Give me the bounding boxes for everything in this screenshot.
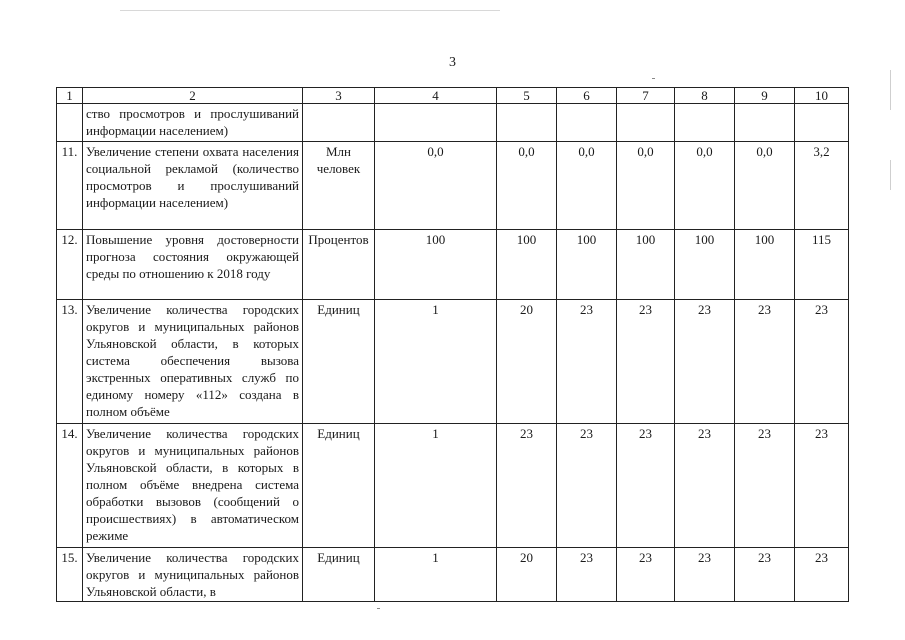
value-cell: 23 [795,548,849,602]
value-cell: 0,0 [617,142,675,230]
scan-artifact [890,70,891,110]
unit-of-measure: Млн человек [303,142,375,230]
value-cell: 20 [497,300,557,424]
row-number: 12. [57,230,83,300]
value-cell: 0,0 [557,142,617,230]
column-number: 6 [557,88,617,104]
column-number: 2 [83,88,303,104]
value-cell: 1 [375,424,497,548]
unit-cell [303,104,375,142]
value-cell: 23 [795,300,849,424]
value-cell [497,104,557,142]
column-number: 4 [375,88,497,104]
column-number: 5 [497,88,557,104]
column-number: 9 [735,88,795,104]
table-row [57,424,849,548]
value-cell [557,104,617,142]
value-cell: 23 [617,548,675,602]
column-number: 8 [675,88,735,104]
row-number: 13. [57,300,83,424]
unit-of-measure: Единиц [303,548,375,602]
value-cell [795,104,849,142]
scan-artifact [377,608,380,609]
value-cell: 23 [735,424,795,548]
value-cell [675,104,735,142]
table-row [57,230,849,300]
value-cell: 23 [557,548,617,602]
indicator-description: Увеличение количества городских округов и муниципальных районов Ульяновской области, в [83,548,303,602]
indicator-description: Увеличение количества городских округов и муниципальных районов Ульяновской области, в которых в полном объёме внедрена система обработки вызовов (сообщений о происшествиях) в автоматическом режиме [83,424,303,548]
value-cell: 1 [375,300,497,424]
value-cell: 100 [497,230,557,300]
unit-of-measure: Единиц [303,424,375,548]
unit-of-measure: Единиц [303,300,375,424]
value-cell: 0,0 [675,142,735,230]
scan-artifact [890,160,891,190]
value-cell: 0,0 [375,142,497,230]
table-row-continuation [57,104,849,142]
table-row [57,548,849,602]
scan-artifact [120,10,500,11]
column-number: 1 [57,88,83,104]
value-cell: 1 [375,548,497,602]
value-cell: 23 [795,424,849,548]
value-cell: 100 [675,230,735,300]
value-cell: 23 [617,300,675,424]
value-cell: 23 [557,300,617,424]
value-cell [735,104,795,142]
value-cell: 100 [735,230,795,300]
unit-of-measure: Процентов [303,230,375,300]
column-number-row [57,88,849,104]
value-cell: 23 [735,300,795,424]
value-cell: 115 [795,230,849,300]
value-cell: 100 [375,230,497,300]
indicators-table [56,87,849,602]
table-row [57,300,849,424]
value-cell: 23 [617,424,675,548]
value-cell: 0,0 [497,142,557,230]
value-cell: 3,2 [795,142,849,230]
value-cell: 23 [675,424,735,548]
value-cell: 23 [497,424,557,548]
value-cell: 100 [617,230,675,300]
value-cell: 20 [497,548,557,602]
row-number: 11. [57,142,83,230]
indicator-description: Увеличение количества городских округов и муниципальных районов Ульяновской области, в которых система обеспечения вызова экстренных оперативных служб по единому номеру «112» создана в полном объёме [83,300,303,424]
table-row [57,142,849,230]
column-number: 3 [303,88,375,104]
row-number-cell [57,104,83,142]
indicator-description: Увеличение степени охвата населения социальной рекламой (количество просмотров и прослушиваний информации населением) [83,142,303,230]
value-cell: 23 [557,424,617,548]
value-cell: 23 [735,548,795,602]
indicator-description: ство просмотров и прослушиваний информации населением) [83,104,303,142]
value-cell: 23 [675,548,735,602]
value-cell [617,104,675,142]
column-number: 10 [795,88,849,104]
scan-artifact [652,78,655,79]
value-cell: 100 [557,230,617,300]
row-number: 14. [57,424,83,548]
row-number: 15. [57,548,83,602]
column-number: 7 [617,88,675,104]
value-cell: 23 [675,300,735,424]
indicator-description: Повышение уровня достоверности прогноза состояния окружающей среды по отношению к 2018 году [83,230,303,300]
value-cell: 0,0 [735,142,795,230]
page-number: 3 [449,55,456,70]
value-cell [375,104,497,142]
